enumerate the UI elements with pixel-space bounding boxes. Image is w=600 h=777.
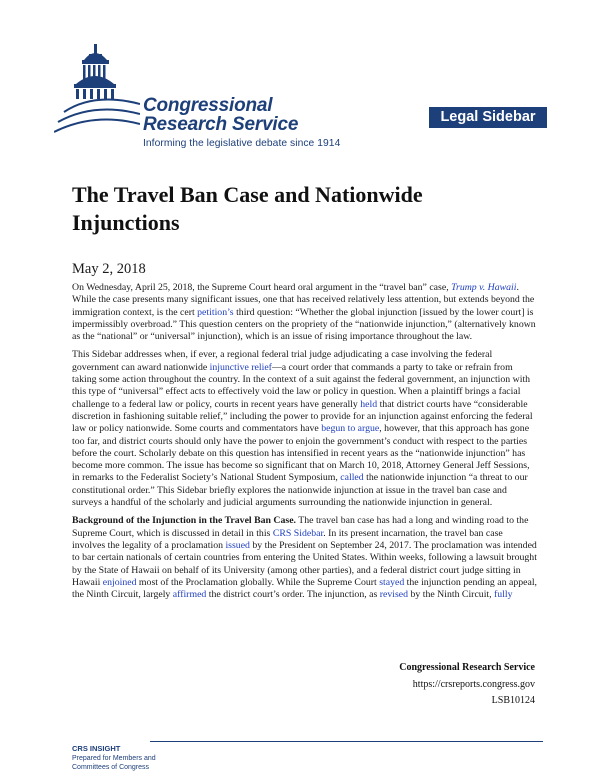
paragraph-background: Background of the Injunction in the Travel Ban Case. The travel ban case has had a long and winding road to the Supreme Court, which is discussed in detail in this CRS Sidebar. In its present incarnation, the travel ban case involves the legality of a proclamation issued by the President on September 24, 2017. The proclamation was intended to bar certain nationals of certain countries from entering the United States. Within weeks, following a lawsuit brought by the State of Hawaii on behalf of its University (among other parties), and a federal district court judge sitting in Hawaii enjoined most of the Proclamation globally. While the Supreme Court stayed the injunction pending an appeal, the Ninth Circuit, largely affirmed the district court’s order. The injunction, as revised by the Ninth Circuit, fully	[72, 515, 537, 601]
affirmed-link[interactable]: affirmed	[172, 589, 207, 601]
injunctive-relief-link[interactable]: injunctive relief	[209, 361, 272, 373]
stayed-link[interactable]: stayed	[379, 576, 405, 588]
page-title: The Travel Ban Case and Nationwide Injunctions	[72, 182, 423, 235]
issued-link[interactable]: issued	[225, 539, 250, 551]
insight-heading: CRS INSIGHT	[72, 744, 121, 753]
revised-link[interactable]: revised	[379, 589, 409, 601]
footer-report-code: LSB10124	[491, 695, 535, 706]
org-tagline: Informing the legislative debate since 1914	[143, 138, 341, 149]
held-link[interactable]: held	[360, 398, 378, 410]
publication-date: May 2, 2018	[72, 261, 146, 277]
legal-sidebar-badge: Legal Sidebar	[429, 107, 547, 128]
section-heading: Background of the Injunction in the Travel Ban Case.	[72, 515, 296, 527]
insight-line1: Prepared for Members and	[72, 754, 156, 762]
org-brand	[143, 96, 340, 149]
paragraph-overview: This Sidebar addresses when, if ever, a regional federal trial judge adjudicating a case involving the federal government can award nationwide injunctive relief—a court order that commands a party to take or refrain from taking some action throughout the country. In the context of a suit against the federal government, an injunction with this type of “universal” effect acts to effectively void the law or policy in question. When a plaintiff brings a facial challenge to a federal law or policy, courts in recent years have generally held that district courts have “considerable discretion in fashioning suitable relief,” including the power to provide for an injunction against enforcing the federal law or policy nationwide. Some courts and commentators have begun to argue, however, that this approach has gone too far, and district courts should only have the power to enjoin the government’s conduct with respect to the parties before the court. Scholarly debate on this question has intensified in recent years as the “nationwide injunction” has become more common. The issue has become so significant that on March 10, 2018, Attorney General Jeff Sessions, in remarks to the Federalist Society’s National Student Symposium, called the nationwide injunction “a threat to our constitutional order.” This Sidebar briefly explores the nationwide injunction at issue in the travel ban case and surveys a handful of the scholarly and judicial arguments surrounding the nationwide injunction in general.	[72, 349, 533, 509]
page-footer	[399, 660, 535, 710]
capitol-dome-logo	[54, 42, 140, 146]
called-link[interactable]: called	[340, 472, 364, 484]
footer-divider	[150, 741, 543, 742]
footer-url[interactable]: https://crsreports.congress.gov	[412, 678, 535, 690]
paragraph-intro: On Wednesday, April 25, 2018, the Supreme Court heard oral argument in the “travel ban” case, Trump v. Hawaii. While the case presents many significant issues, one that has received relatively less attention, but extends beyond the immigration context, is the cert petition’s third question: “Whether the global injunction [issued by the lower court] is impermissibly overbroad.” This question centers on the propriety of the “nationwide injunction,” (alternatively known as the “national” or “universal” injunction), which is an issue of rising importance throughout the law.	[72, 282, 536, 343]
begun-to-argue-link[interactable]: begun to argue	[321, 423, 380, 435]
enjoined-link[interactable]: enjoined	[102, 576, 137, 588]
case-link[interactable]: Trump v. Hawaii	[451, 282, 517, 293]
crs-sidebar-link[interactable]: CRS Sidebar	[272, 527, 324, 539]
petition-link[interactable]: petition’s	[197, 306, 234, 318]
org-name-line2: Research Service	[143, 114, 299, 135]
footer-org: Congressional Research Service	[399, 662, 535, 673]
insight-line2: Committees of Congress	[72, 764, 150, 771]
org-name-line1: Congressional	[143, 95, 273, 116]
crs-insight-block	[72, 744, 156, 773]
fully-link[interactable]: fully	[494, 589, 513, 601]
article-body	[72, 282, 537, 607]
